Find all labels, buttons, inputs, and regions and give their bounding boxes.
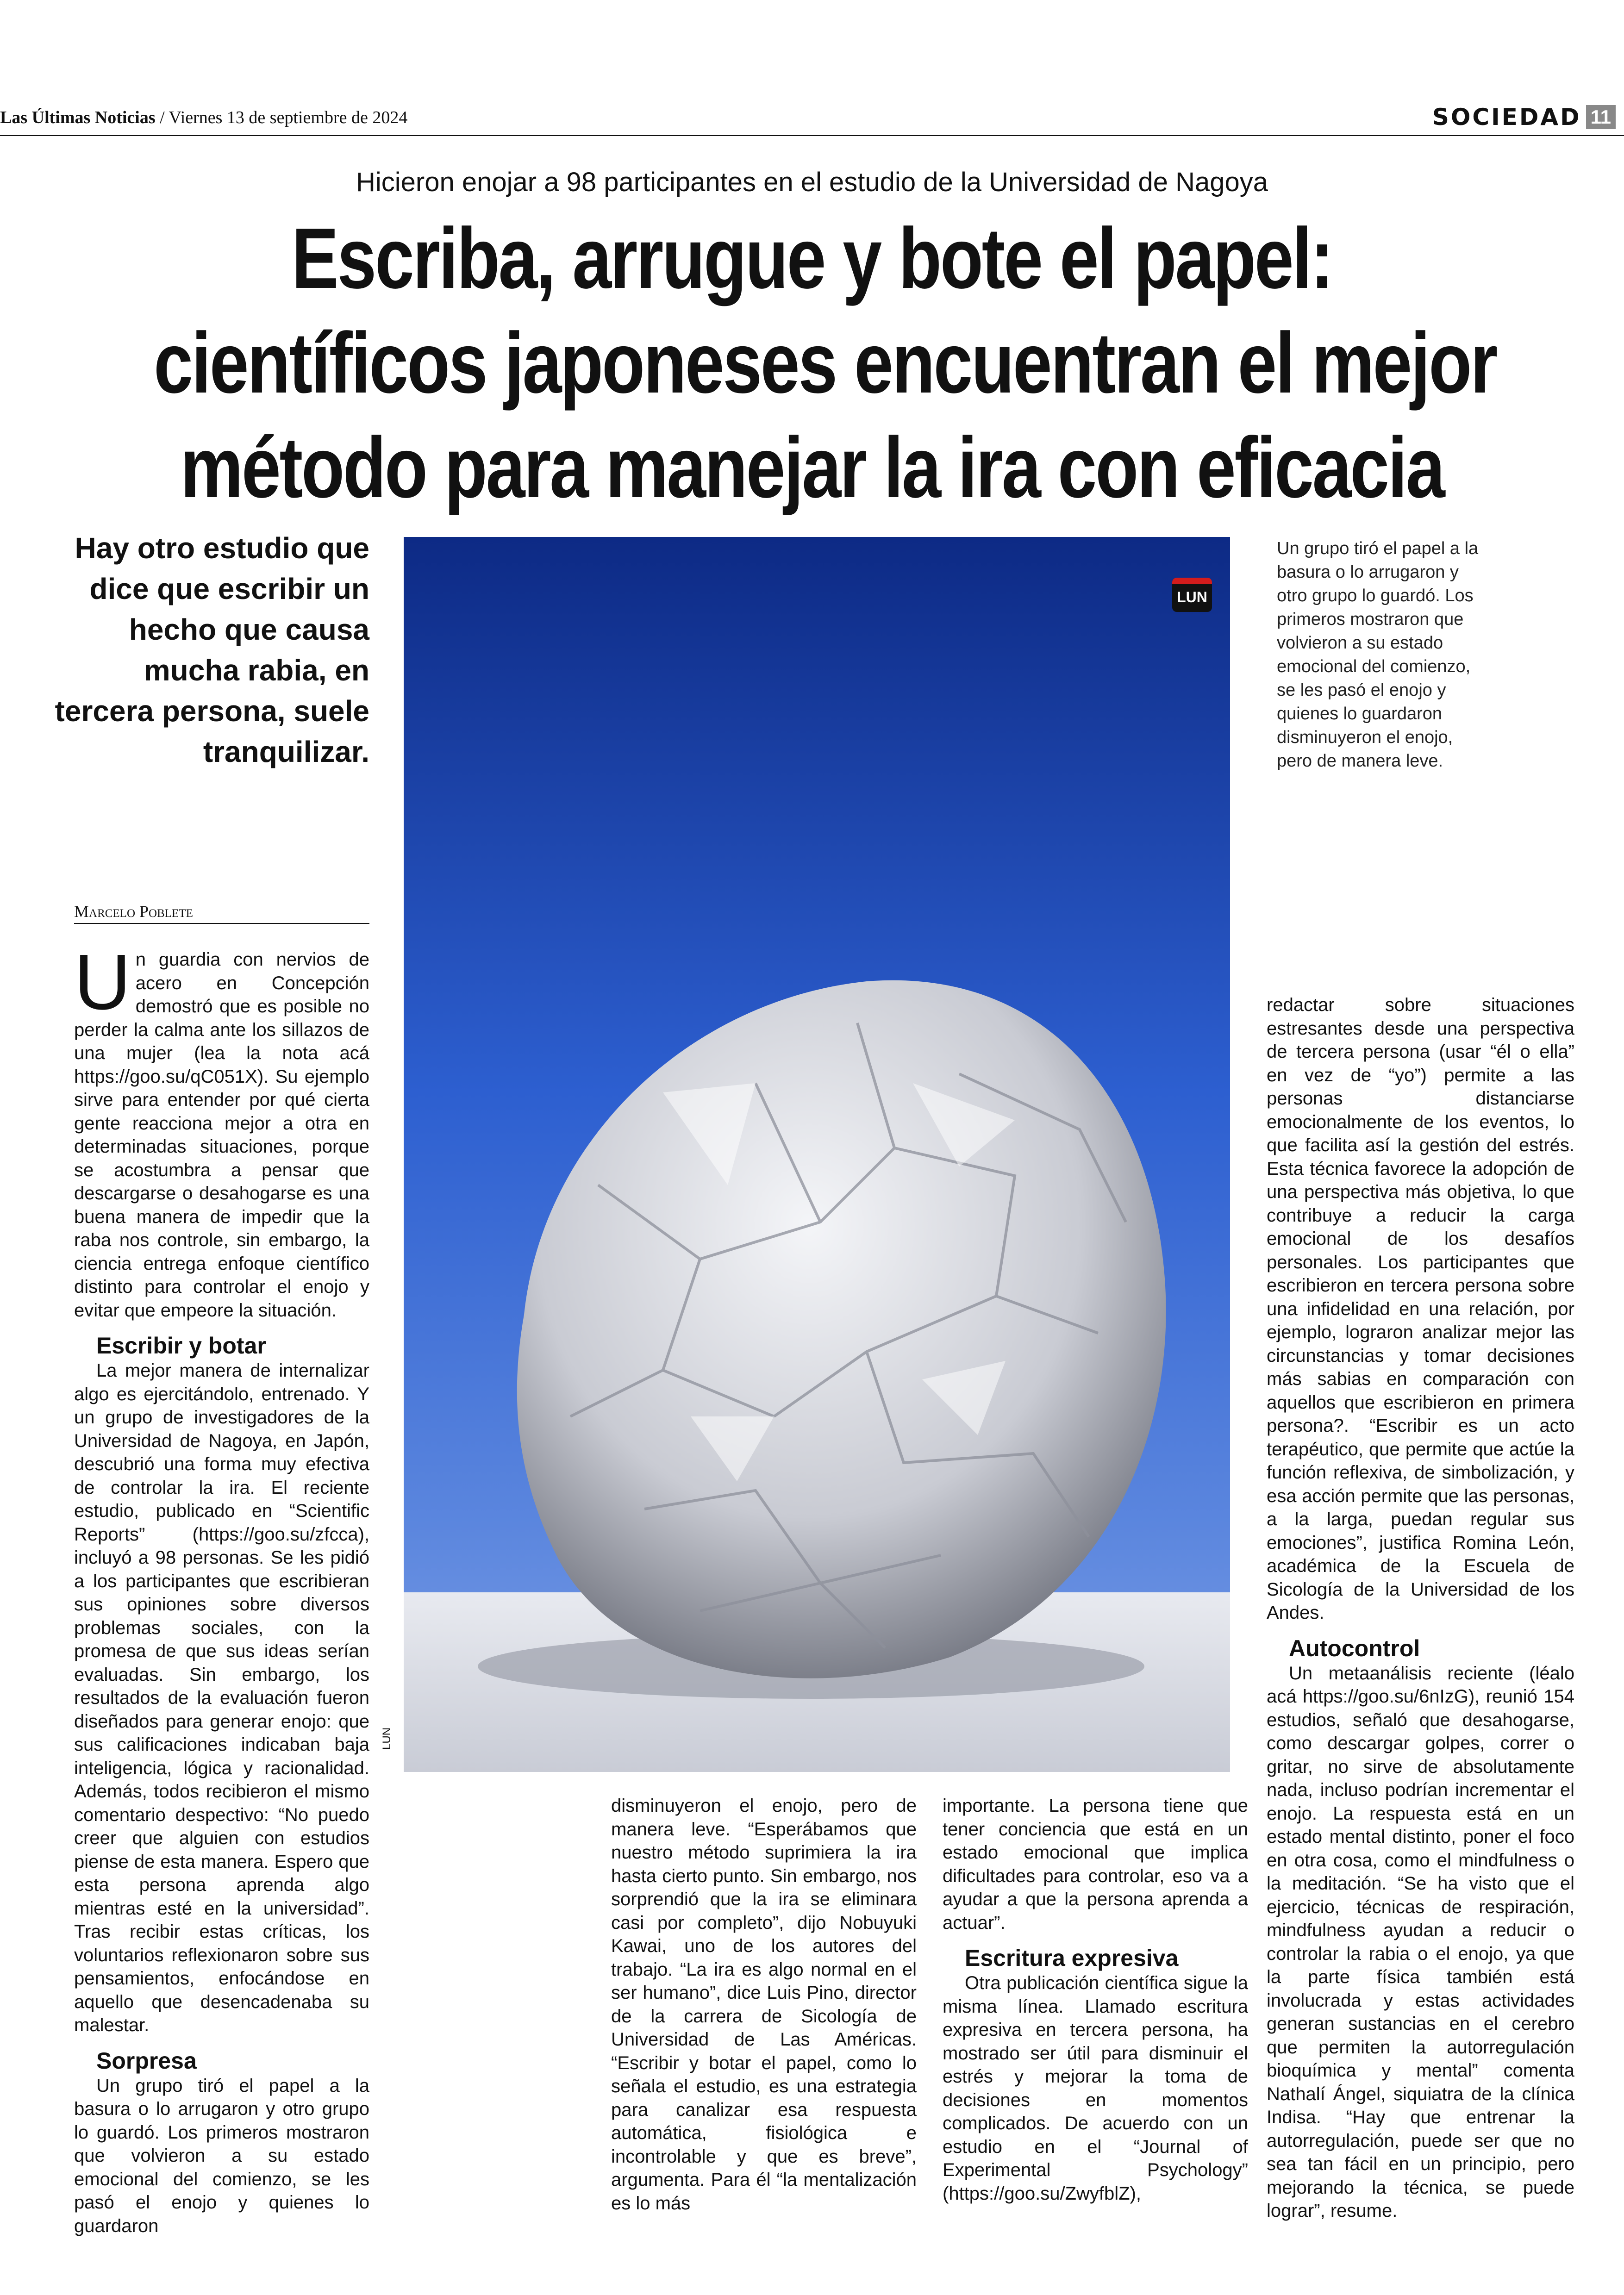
- body-paragraph: disminuyeron el enojo, pero de manera leve. “Esperábamos que nuestro método suprimiera la ira hasta cierto punto. Sin embargo, nos sorprendió que la ira se eliminara casi por completo”, dijo Nobuyuki Kawai, uno de los autores del trabajo. “La ira es algo normal en el ser humano”, dice Luis Pino, director de la carrera de Sicología de Universidad de Las Américas. “Escribir y botar el papel, como lo señala el estudio, es una estrategia para canalizar esa respuesta automática, fisiológica e incontrolable y que es breve”, argumenta. Para él “la mentalización es lo más: [611, 1796, 917, 2214]
- drop-cap: U: [74, 938, 131, 1026]
- subhead-sorpresa: Sorpresa: [96, 2047, 197, 2074]
- article-headline: [154, 206, 1497, 520]
- header-divider: [0, 135, 1624, 136]
- newspaper-name: Las Últimas Noticias: [0, 108, 156, 127]
- subhead-escribir-y-botar: Escribir y botar: [96, 1333, 266, 1359]
- page-header-left: [0, 107, 407, 128]
- body-column-1: [74, 938, 369, 2238]
- crumpled-paper-photo: [404, 537, 1230, 1772]
- article-deck: Hay otro estudio que dice que escribir un hecho que causa mucha rabia, en tercera persona, suele tranquilizar.: [55, 531, 369, 768]
- body-paragraph: La mejor manera de internalizar algo es ejercitándolo, entrenado. Y un grupo de investigadores de la Universidad de Nagoya, en Japón, descubrió una forma muy efectiva de controlar la ira. El reciente estudio, publicado en “Scientific Reports” (https://goo.su/zfcca), incluyó a 98 personas. Se les pidió a los participantes que escribieran sus opiniones sobre diversos problemas sociales, con la promesa de que sus ideas serían evaluadas. Sin embargo, los resultados de la evaluación fueron diseñados para generar enojo: que sus calificaciones indicaban baja inteligencia, lógica y racionalidad. Además, todos recibieron el mismo comentario despectivo: “No puedo creer que alguien con estudios piense de esta manera. Espero que esta persona aprenda algo mientras esté en la universidad”. Tras recibir estas críticas, los voluntarios reflexionaron sobre sus pensamientos, enfocándose en aquello que desencadenaba su malestar.: [74, 1360, 369, 2035]
- issue-date: Viernes 13 de septiembre de 2024: [169, 108, 408, 127]
- body-paragraph: importante. La persona tiene que tener conciencia que está en un estado emocional que implica dificultades para controlar, eso va a ayudar a que la persona aprenda a actuar”.: [943, 1796, 1248, 1933]
- article-kicker: Hicieron enojar a 98 participantes en el estudio de la Universidad de Nagoya: [356, 167, 1268, 197]
- body-paragraph: Otra publicación científica sigue la misma línea. Llamado escritura expresiva en tercera persona, ha mostrado ser útil para disminuir el estrés y mejorar la toma de decisiones en momentos complicados. De acuerdo con un estudio en el “Journal of Experimental Psychology” (https://goo.su/ZwyfblZ),: [943, 1973, 1248, 2204]
- section-name: SOCIEDAD: [1432, 104, 1581, 131]
- subhead-autocontrol: Autocontrol: [1289, 1635, 1420, 1661]
- section-badge: [1432, 104, 1616, 131]
- headline-line-1: Escriba, arrugue y bote el papel:: [291, 211, 1333, 306]
- body-column-3: [943, 1794, 1248, 2205]
- body-paragraph: Un grupo tiró el papel a la basura o lo arrugaron y otro grupo lo guardó. Los primeros mostraron que volvieron a su estado emocional del comienzo, se les pasó el enojo y quienes lo guardaron: [74, 2075, 369, 2236]
- body-paragraph: Un metaanálisis reciente (léalo acá https://goo.su/6nIzG), reunió 154 estudios, señaló que desahogarse, como descargar golpes, correr o gritar, no sirve de absolutamente nada, incluso podrían incrementar el enojo. La respuesta está en un estado mental distinto, poner el foco en otra cosa, como el mindfulness o la meditación. “Se ha visto que el ejercicio, técnicas de respiración, mindfulness ayudan a reducir o controlar la rabia o el enojo, ya que la parte física también está involucrada y estas actividades generan sustancias en el cerebro que permiten la autorregulación bioquímica y mental” comenta Nathalí Ángel, siquiatra de la clínica Indisa. “Hay que entrenar la autorregulación, puede ser que no sea tan fácil en un principio, pero mejorando la técnica, se puede lograr”, resume.: [1267, 1663, 1574, 2221]
- lun-logo-text: LUN: [1177, 589, 1207, 605]
- lun-logo-stripe: [1172, 578, 1212, 584]
- body-column-2: [611, 1794, 917, 2215]
- photo-caption: Un grupo tiró el papel a la basura o lo arrugaron y otro grupo lo guardó. Los primeros mostraron que volvieron a su estado emocional del comienzo, se les pasó el enojo y quienes lo guardaron disminuyeron el enojo, pero de manera leve.: [1277, 539, 1479, 771]
- subhead-escritura-expresiva: Escritura expresiva: [965, 1945, 1179, 1971]
- headline-line-2: científicos japoneses encuentran el mejor: [154, 315, 1497, 411]
- body-paragraph: redactar sobre situaciones estresantes desde una perspectiva de tercera persona (usar “él o ella” en vez de “yo”) permite a las personas distanciarse emocionalmente de los eventos, lo que facilita así la gestión del estrés. Esta técnica favorece la adopción de una perspectiva más objetiva, lo que contribuye a reducir la carga emocional de los desafíos personales. Los participantes que escribieron en tercera persona sobre una infidelidad en una relación, por ejemplo, lograron analizar mejor las circunstancias y tomar decisiones más sabias en comparación con aquellos que escribieron en primera persona?. “Escribir es un acto terapéutico, que permite que actúe la función reflexiva, de simbolización, y esa acción permite que las personas, a la larga, puedan regular sus emociones”, justifica Romina León, académica de la Escuela de Sicología de la Universidad de los Andes.: [1267, 995, 1574, 1623]
- headline-line-3: método para manejar la ira con eficacia: [180, 420, 1444, 516]
- body-column-4: [1267, 993, 1574, 2223]
- header-separator: /: [155, 108, 169, 127]
- lun-logo-badge: [1172, 578, 1212, 612]
- byline: Marcelo Poblete: [74, 902, 369, 924]
- page-number: 11: [1586, 105, 1616, 129]
- body-paragraph: n guardia con nervios de acero en Concepción demostró que es posible no perder la calma ante los sillazos de una mujer (lea la nota acá https://goo.su/qC051X). Su ejemplo sirve para entender por qué cierta gente reacciona mejor a otra en determinadas situaciones, porque se acostumbra a pensar que descargarse o desahogarse es una buena manera de impedir que la raba nos controle, sin embargo, la ciencia entrega enfoque científico distinto para controlar el enojo y evitar que empeore la situación.: [74, 949, 369, 1321]
- photo-credit: LUN: [381, 1727, 393, 1750]
